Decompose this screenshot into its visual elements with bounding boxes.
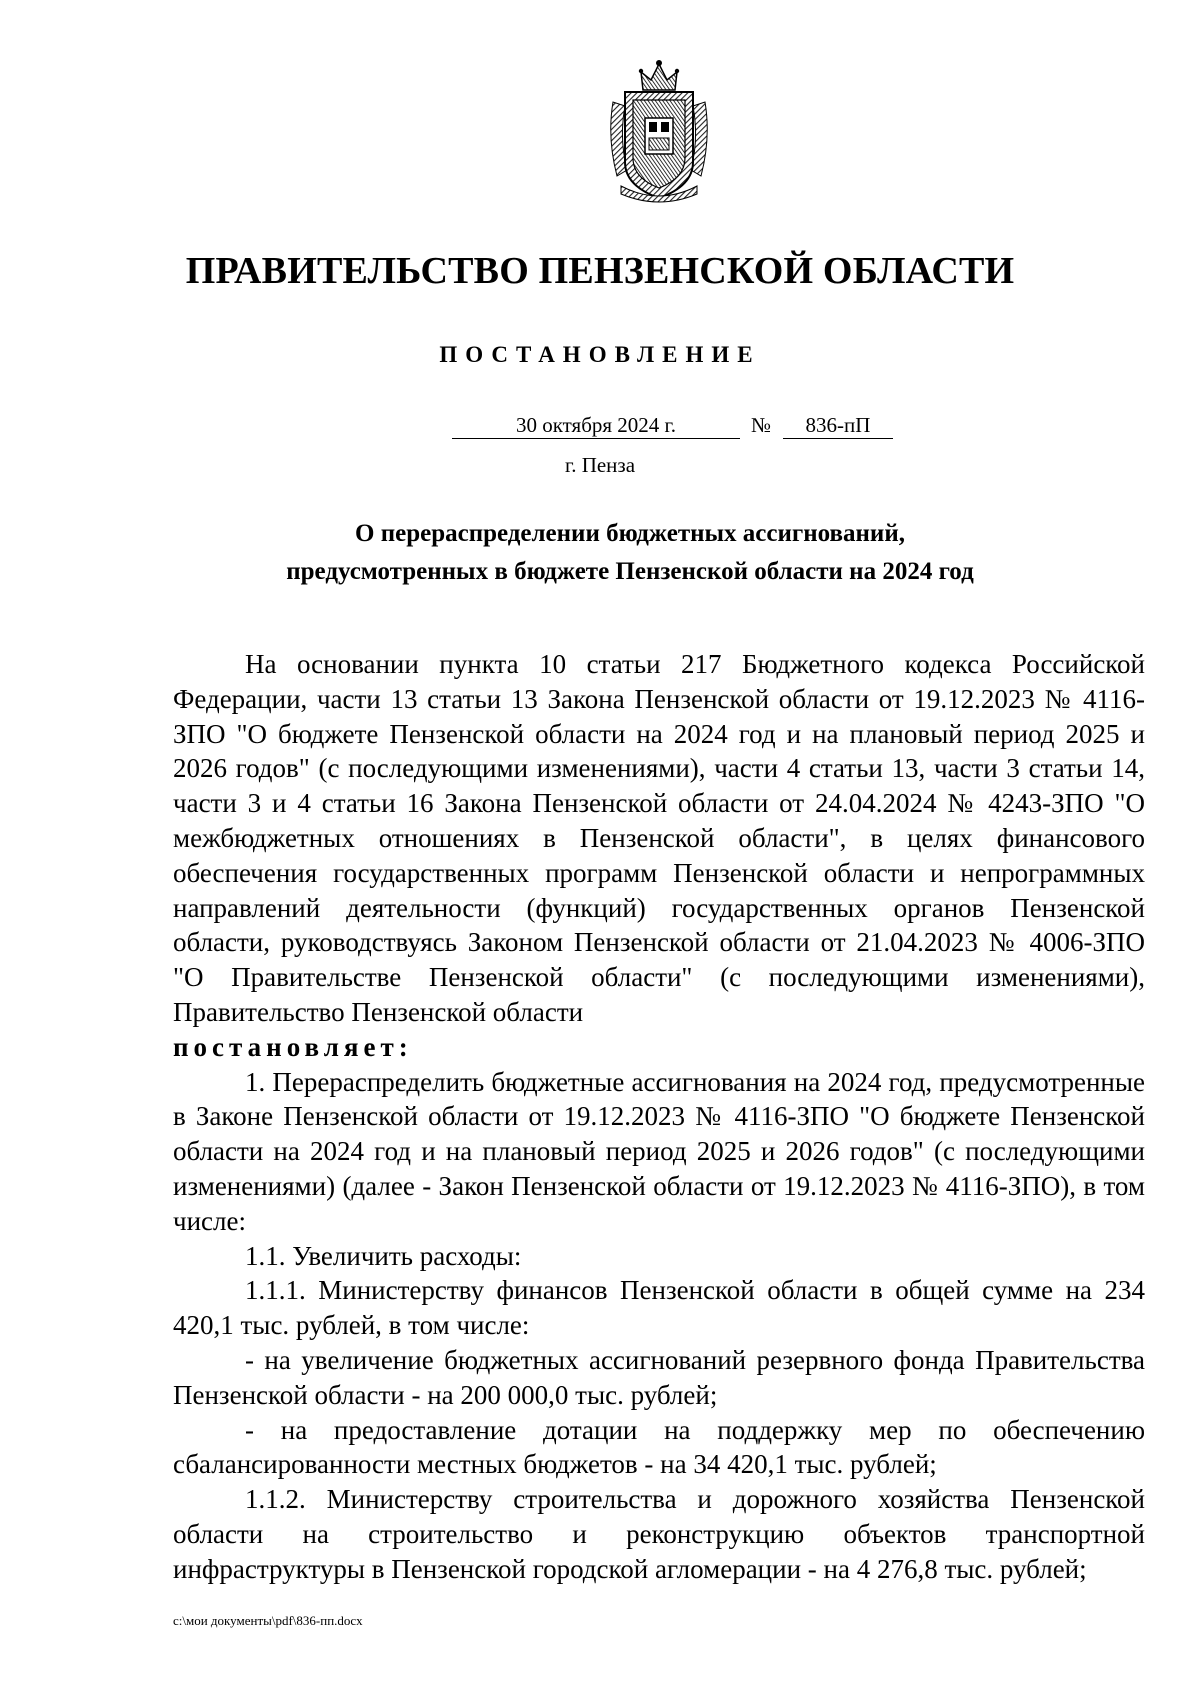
city: г. Пенза [564, 453, 636, 477]
document-type: ПОСТАНОВЛЕНИЕ [439, 342, 761, 367]
preamble-paragraph: На основании пункта 10 статьи 217 Бюджетного кодекса Российской Федерации, части 13 статьи 13 Закона Пензенской области от 19.12.2023 № 4116-ЗПО "О бюджете Пензенской области на 2024 год и на плановый период 2025 и 2026 годов" (с последующими изменениями), части 4 статьи 13, части 3 статьи 14, части 3 и 4 статьи 16 Закона Пензенской области от 24.04.2024 № 4243-ЗПО "О межбюджетных отношениях в Пензенской области", в целях финансового обеспечения государственных программ Пензенской области и непрограммных направлений деятельности (функций) государственных органов Пензенской области, руководствуясь Законом Пензенской области от 21.04.2023 № 4006-ЗПО "О Правительстве Пензенской области" (с последующими изменениями), Правительство Пензенской области [173, 649, 1145, 1027]
number-sign: № [750, 413, 772, 437]
clause-1-1-2: 1.1.2. Министерству строительства и дорожного хозяйства Пензенской области на строительство и реконструкцию объектов транспортной инфраструктуры в Пензенской городской агломерации - на 4 276,8 тыс. рублей; [173, 1484, 1145, 1584]
resolves-word: постановляет: [173, 1031, 413, 1062]
resolves-line [173, 1030, 1145, 1065]
clause-1: 1. Перераспределить бюджетные ассигнования на 2024 год, предусмотренные в Законе Пензенской области от 19.12.2023 № 4116-ЗПО "О бюджете Пензенской области на 2024 год и на плановый период 2025 и 2026 годов" (с последующими изменениями) (далее - Закон Пензенской области от 19.12.2023 № 4116-ЗПО), в том числе: [173, 1066, 1145, 1236]
document-body [173, 647, 1145, 1587]
document-number: 836-пП [783, 412, 893, 439]
document-title-line: предусмотренных в бюджете Пензенской области на 2024 год [286, 558, 974, 585]
clause-1-1-1: 1.1.1. Министерству финансов Пензенской области в общей сумме на 234 420,1 тыс. рублей, в том числе: [173, 1275, 1145, 1341]
organization-title: ПРАВИТЕЛЬСТВО ПЕНЗЕНСКОЙ ОБЛАСТИ [185, 250, 1015, 292]
document-title-line: О перераспределении бюджетных ассигнований, [355, 520, 905, 547]
coat-of-arms-icon [603, 58, 715, 204]
clause-1-1: 1.1. Увеличить расходы: [245, 1240, 522, 1271]
clause-reserve-fund: - на увеличение бюджетных ассигнований резервного фонда Правительства Пензенской области - на 200 000,0 тыс. рублей; [173, 1344, 1145, 1410]
document-date: 30 октября 2024 г. [452, 412, 740, 439]
clause-subsidy: - на предоставление дотации на поддержку мер по обеспечению сбалансированности местных бюджетов - на 34 420,1 тыс. рублей; [173, 1414, 1145, 1480]
footer-file-path: c:\мои документы\pdf\836-пп.docx [173, 1613, 363, 1628]
date-number-line [0, 412, 1200, 442]
document-title [230, 515, 1030, 591]
